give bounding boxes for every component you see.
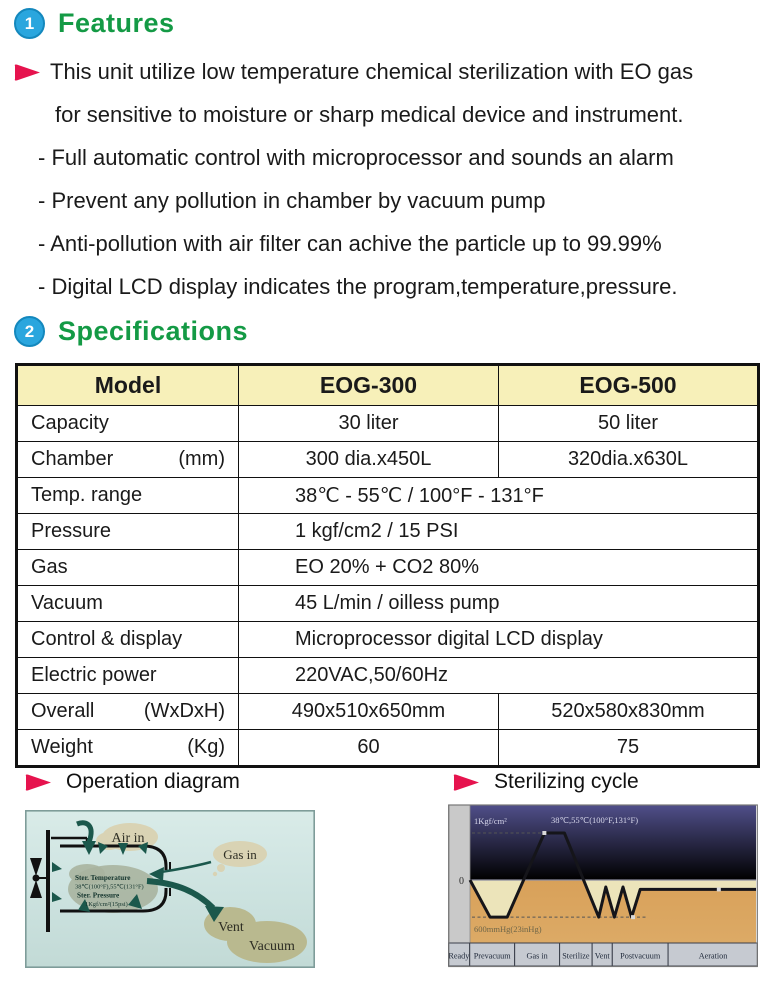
row-value: 320dia.x630L	[499, 442, 759, 478]
table-row	[17, 658, 759, 694]
row-value: 50 liter	[499, 406, 759, 442]
row-value-merged: EO 20% + CO2 80%	[239, 550, 759, 586]
phase-label: Sterilize	[562, 951, 590, 961]
row-value: 75	[499, 730, 759, 767]
air-in-label: Air in	[111, 831, 145, 846]
table-row	[17, 478, 759, 514]
table-row	[17, 622, 759, 658]
features-body	[14, 50, 764, 308]
column-header-eog-300: EOG-300	[239, 365, 499, 406]
specifications-heading	[14, 316, 248, 347]
feature-item: - Prevent any pollution in chamber by vacuum pump	[38, 187, 546, 213]
row-label-unit: (WxDxH)	[143, 700, 225, 722]
features-list	[14, 136, 764, 308]
table-row	[17, 406, 759, 442]
row-label	[17, 478, 239, 514]
row-label	[17, 442, 239, 478]
high-pressure-label: 1Kgf/cm²	[474, 816, 507, 826]
phase-label: Vent	[594, 951, 610, 961]
row-label	[17, 550, 239, 586]
feature-item: - Digital LCD display indicates the program,temperature,pressure.	[38, 273, 678, 299]
row-label	[17, 658, 239, 694]
curve-marker	[542, 831, 546, 835]
row-label-text: Weight	[31, 736, 93, 758]
row-label	[17, 730, 239, 767]
red-arrow-icon	[14, 62, 41, 88]
row-value-merged: 45 L/min / oilless pump	[239, 586, 759, 622]
row-label-text: Overall	[31, 700, 95, 722]
row-label-text: Capacity	[31, 412, 109, 434]
row-label-text: Pressure	[31, 520, 112, 542]
ster-temperature-value: 38℃(100°F),55℃(131°F)	[75, 883, 144, 891]
row-label-text: Temp. range	[31, 484, 143, 506]
table-row	[17, 550, 759, 586]
red-arrow-icon	[453, 773, 480, 792]
curve-marker	[631, 915, 635, 919]
row-label-text: Electric power	[31, 664, 157, 686]
phase-label: Aeration	[698, 951, 728, 961]
row-label	[17, 514, 239, 550]
table-row	[17, 694, 759, 730]
phase-label: Ready	[448, 951, 470, 961]
row-value: 520x580x830mm	[499, 694, 759, 730]
vent-label: Vent	[218, 920, 244, 935]
column-header-model: Model	[17, 365, 239, 406]
row-value-merged: 1 kgf/cm2 / 15 PSI	[239, 514, 759, 550]
table-row	[17, 514, 759, 550]
zero-label: 0	[459, 876, 464, 887]
feature-item: - Anti-pollution with air filter can achive the particle up to 99.99%	[38, 230, 662, 256]
table-row	[17, 730, 759, 767]
phase-label: Postvacuum	[620, 951, 661, 961]
curve-marker	[717, 887, 721, 891]
feature-item: - Full automatic control with microprocessor and sounds an alarm	[38, 144, 674, 170]
vacuum-label: Vacuum	[249, 939, 295, 954]
row-value-merged: 220VAC,50/60Hz	[239, 658, 759, 694]
chart-y-axis-strip	[448, 805, 470, 943]
row-value: 300 dia.x450L	[239, 442, 499, 478]
row-value: 490x510x650mm	[239, 694, 499, 730]
features-intro-line1: This unit utilize low temperature chemical sterilization with EO gas	[50, 58, 694, 84]
column-header-eog-500: EOG-500	[499, 365, 759, 406]
features-heading	[14, 8, 175, 39]
specifications-title: Specifications	[58, 316, 249, 346]
sterilizing-cycle-heading	[453, 770, 639, 794]
vacuum-level-label: 600mmHg(23inHg)	[474, 924, 542, 934]
phase-label: Prevacuum	[473, 951, 511, 961]
specifications-table	[15, 363, 760, 768]
sterilize-temp-annotation: 38℃,55℃(100°F,131°F)	[551, 815, 639, 825]
table-header-row	[17, 365, 759, 406]
row-label	[17, 586, 239, 622]
phase-label: Gas in	[526, 951, 548, 961]
row-value: 30 liter	[239, 406, 499, 442]
row-label	[17, 622, 239, 658]
features-intro-line2-row	[14, 93, 764, 136]
ster-pressure-title: Ster. Pressure	[77, 891, 120, 900]
number-1-badge-icon: 1	[14, 8, 45, 39]
operation-diagram-title: Operation diagram	[66, 770, 240, 793]
sterilizing-cycle-image	[448, 803, 758, 974]
table-row	[17, 442, 759, 478]
row-label-unit: (mm)	[178, 448, 225, 470]
row-value-merged: Microprocessor digital LCD display	[239, 622, 759, 658]
row-label-text: Control & display	[31, 628, 183, 650]
table-row	[17, 586, 759, 622]
features-intro-line1-row	[14, 50, 764, 93]
operation-diagram-heading	[25, 770, 240, 794]
row-label	[17, 406, 239, 442]
number-2-badge-icon: 2	[14, 316, 45, 347]
features-intro-line2: for sensitive to moisture or sharp medical device and instrument.	[55, 101, 684, 127]
row-label	[17, 694, 239, 730]
ster-pressure-value: 1Kgf/cm²(15psi)	[85, 901, 128, 908]
row-label-text: Gas	[31, 556, 68, 578]
phase-bar	[448, 943, 758, 966]
operation-diagram-image	[25, 810, 315, 973]
ster-temperature-title: Ster. Temperature	[75, 874, 131, 882]
sterilizing-cycle-title: Sterilizing cycle	[494, 770, 639, 793]
row-value-merged: 38℃ - 55℃ / 100°F - 131°F	[239, 478, 759, 514]
features-title: Features	[58, 8, 175, 38]
row-label-unit: (Kg)	[187, 736, 225, 758]
gas-in-label: Gas in	[223, 847, 257, 862]
red-arrow-icon	[25, 773, 52, 792]
row-label-text: Vacuum	[31, 592, 103, 614]
row-value: 60	[239, 730, 499, 767]
row-label-text: Chamber	[31, 448, 114, 470]
